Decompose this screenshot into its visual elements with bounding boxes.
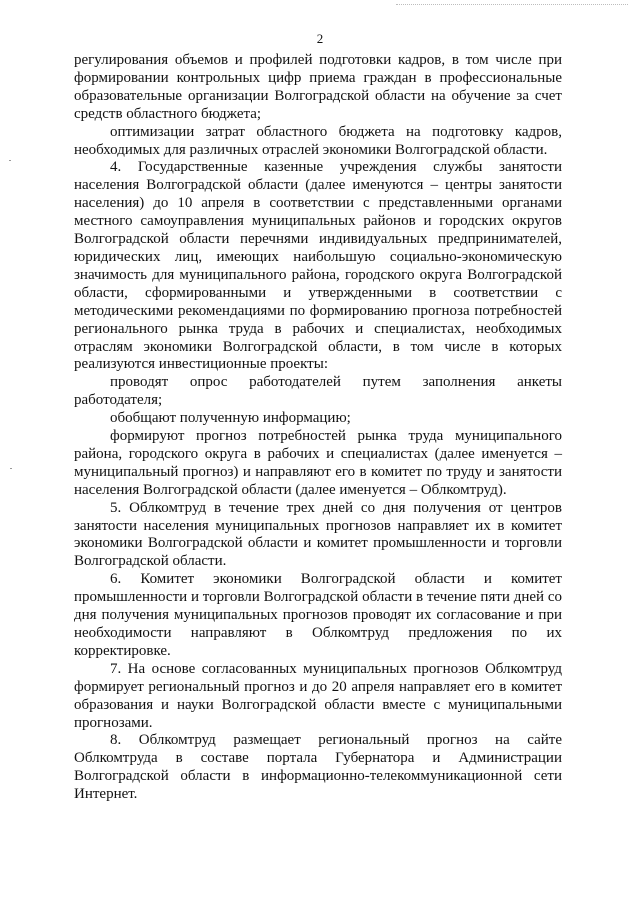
paragraph-budget-optimization: оптимизации затрат областного бюджета на подготовку кадров, необходимых для различных отраслей экономики Волгоградской области. <box>74 123 562 158</box>
paragraph-summarize: обобщают полученную информацию; <box>110 410 351 427</box>
paragraph-forecast: формируют прогноз потребностей рынка труда муниципального района, городского округа в рабочих и специалистах (далее именуется – муниципальный прогноз) и направляют его в комитет по труду и занятости населения Волгоградской области (далее именуется – Облкомтруд). <box>74 428 562 498</box>
top-edge-rule <box>396 4 628 5</box>
page-number: 2 <box>316 31 324 46</box>
paragraph-item-6: 6. Комитет экономики Волгоградской области и комитет промышленности и торговли Волгоградской области в течение пяти дней со дня получения муниципальных прогнозов проводят их согласование и при необходимости направляют в Облкомтруд предложения по их корректировке. <box>74 571 562 659</box>
scan-speck <box>10 468 12 469</box>
paragraph-item-7: 7. На основе согласованных муниципальных прогнозов Облкомтруд формирует региональный прогноз и до 20 апреля направляет его в комитет образования и науки Волгоградской области вместе с муниципальными прогнозами. <box>74 660 562 731</box>
paragraph-item-5: 5. Облкомтруд в течение трех дней со дня получения от центров занятости населения муниципальных прогнозов направляет их в комитет экономики Волгоградской области и комитет промышленности и торговли Волгоградской области. <box>74 499 562 570</box>
paragraph-continuation: регулирования объемов и профилей подготовки кадров, в том числе при формировании контрольных цифр приема граждан в профессиональные образовательные организации Волгоградской области на обучение за счет средств областного бюджета; <box>74 52 562 122</box>
scan-speck <box>9 160 11 161</box>
paragraph-item-4: 4. Государственные казенные учреждения службы занятости населения Волгоградской области (далее именуются – центры занятости населения) до 10 апреля в соответствии с представленными органами местного самоуправления муниципальных районов и городских округов Волгоградской области перечнями индивидуальных предпринимателей, юридических лиц, имеющих наибольшую социально-экономическую значимость для муниципального района, городского округа Волгоградской области, сформированными и утвержденными в соответствии с методическими рекомендациями по формированию прогноза потребностей регионального рынка труда в рабочих и специалистах, необходимых отраслям экономики Волгоградской области, в том числе в которых реализуются инвестиционные проекты: <box>74 159 562 373</box>
paragraph-item-8: 8. Облкомтруд размещает региональный прогноз на сайте Облкомтруда в составе портала Губернатора и Администрации Волгоградской области в информационно-телекоммуникационной сети Интернет. <box>74 732 562 803</box>
document-body <box>74 52 562 804</box>
paragraph-survey: проводят опрос работодателей путем заполнения анкеты работодателя; <box>74 374 562 409</box>
